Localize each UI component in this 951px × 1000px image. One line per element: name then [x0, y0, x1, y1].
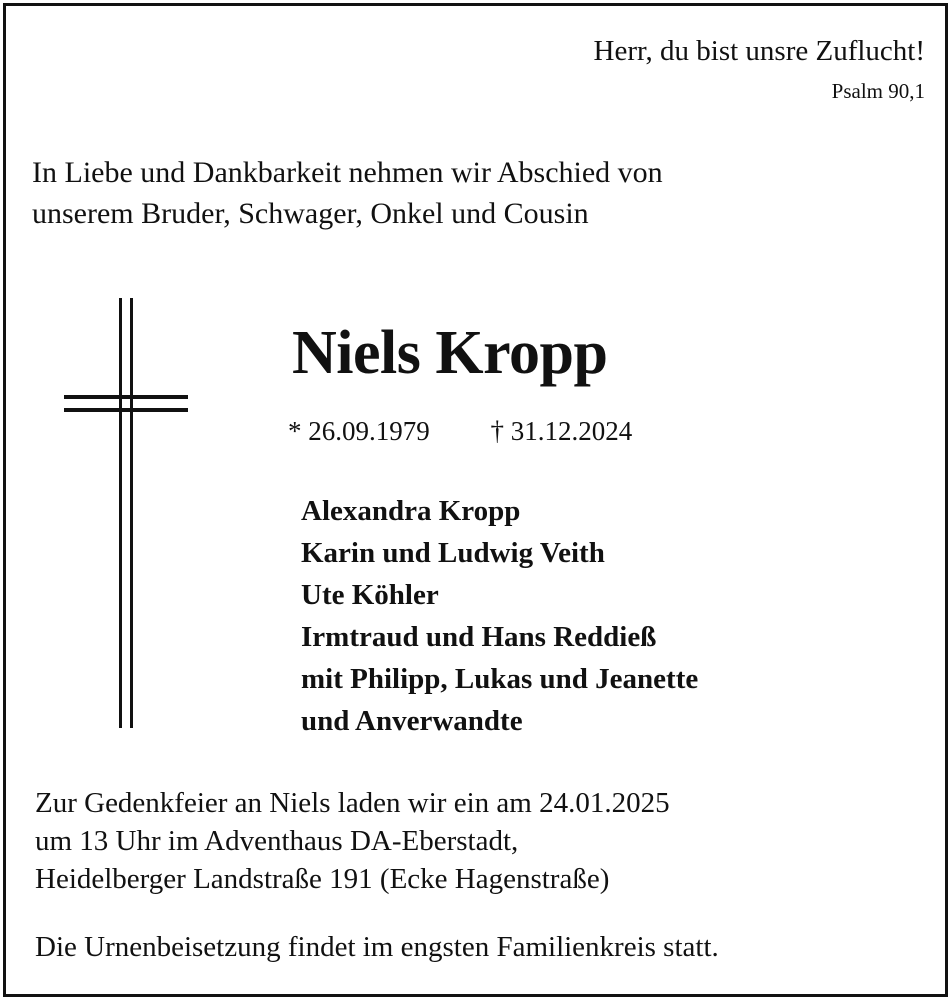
cross-icon [60, 298, 192, 728]
bible-reference: Psalm 90,1 [831, 79, 925, 103]
mourner-line: Ute Köhler [301, 579, 439, 611]
burial-note: Die Urnenbeisetzung findet im engsten Familienkreis statt. [35, 931, 719, 963]
intro-line: unserem Bruder, Schwager, Onkel und Cousin [32, 197, 589, 230]
mourner-line: Irmtraud und Hans Reddieß [301, 621, 657, 653]
mourner-line: Alexandra Kropp [301, 495, 521, 527]
ceremony-line: Zur Gedenkfeier an Niels laden wir ein am 24.01.2025 [35, 787, 670, 819]
bible-quote: Herr, du bist unsre Zuflucht! [593, 35, 925, 67]
intro-text [32, 152, 663, 234]
deceased-name: Niels Kropp [292, 319, 608, 387]
mourner-line: mit Philipp, Lukas und Jeanette [301, 663, 699, 695]
mourners-list [301, 490, 698, 742]
ceremony-line: Heidelberger Landstraße 191 (Ecke Hagenstraße) [35, 863, 610, 895]
intro-line: In Liebe und Dankbarkeit nehmen wir Abschied von [32, 156, 663, 189]
mourner-line: und Anverwandte [301, 705, 523, 737]
mourner-line: Karin und Ludwig Veith [301, 537, 605, 569]
death-date: † 31.12.2024 [490, 416, 633, 446]
ceremony-line: um 13 Uhr im Adventhaus DA-Eberstadt, [35, 825, 519, 857]
life-dates [288, 414, 632, 448]
ceremony-info [35, 784, 670, 898]
birth-date: * 26.09.1979 [288, 416, 430, 446]
